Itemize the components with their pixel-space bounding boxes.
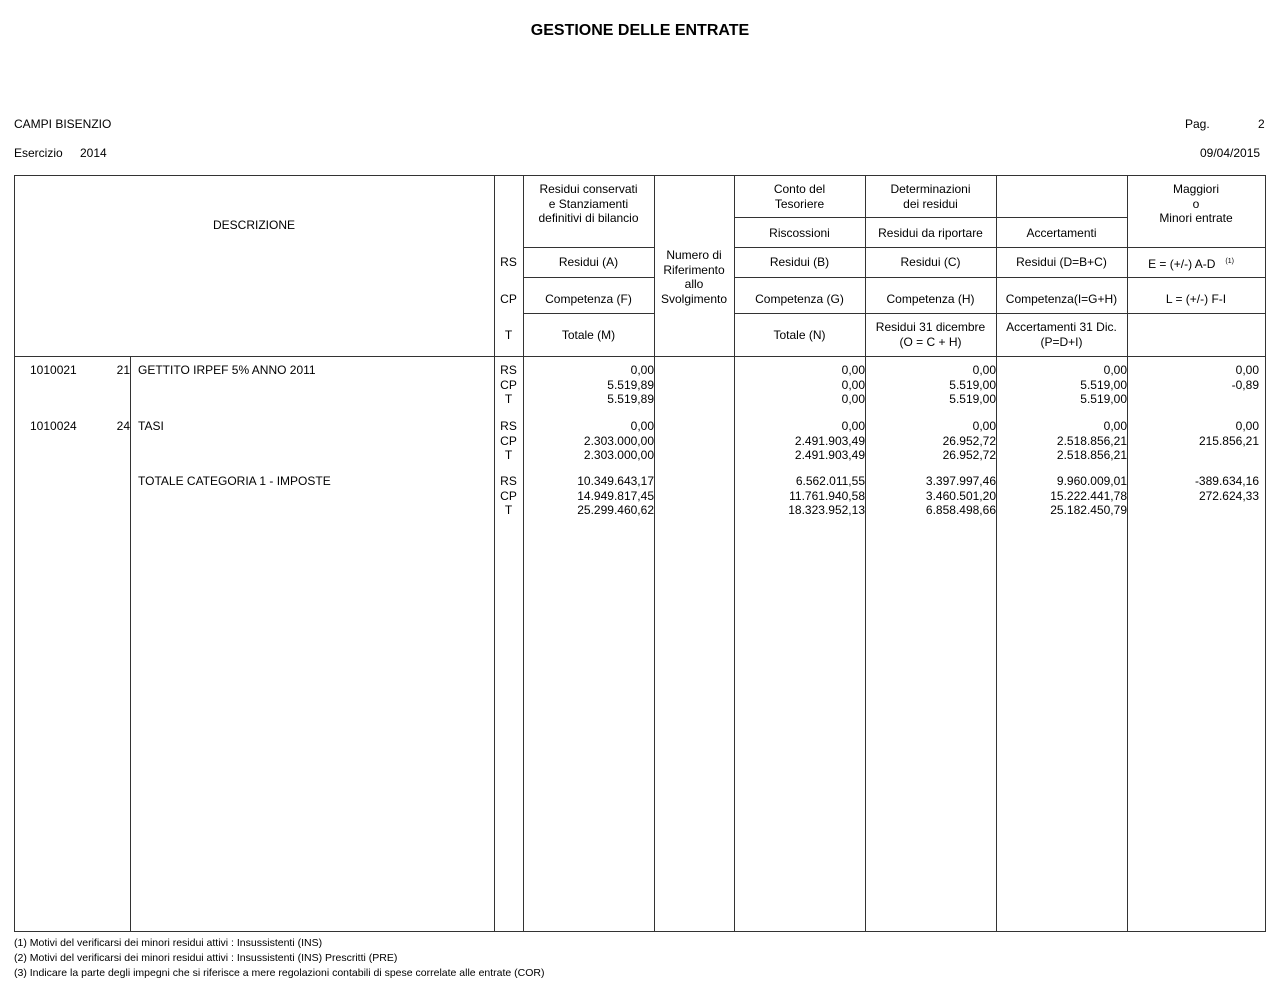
grid-line (14, 931, 1266, 932)
footnote-ref: (1) (1223, 258, 1234, 265)
header-rs: RS (500, 255, 517, 269)
header-col-c-t: Residui 31 dicembre (O = C + H) (875, 320, 986, 349)
value-a-rs: 0,00 (630, 363, 654, 377)
report-date: 09/04/2015 (1200, 146, 1261, 160)
value-b-rs: 0,00 (841, 419, 865, 433)
grid-line (523, 247, 655, 248)
value-d-cp: 15.222.441,78 (1050, 488, 1127, 503)
value-b-rs: 6.562.011,55 (795, 474, 865, 488)
value-d-cp: 2.518.856,21 (1056, 433, 1127, 448)
value-b-rs: 0,00 (841, 363, 865, 377)
year-label: Esercizio (14, 146, 63, 160)
value-d-t: 2.518.856,21 (1056, 448, 1127, 462)
value-a-cp: 14.949.817,45 (577, 488, 654, 503)
row-type-cp: CP (500, 488, 517, 503)
value-e-rs: -389.634,16 (1194, 474, 1259, 488)
value-d-rs: 0,00 (1103, 419, 1127, 433)
value-d-cp: 5.519,00 (1080, 377, 1127, 392)
grid-line (494, 175, 495, 932)
value-d-t: 5.519,00 (1080, 392, 1127, 406)
value-a-rs: 10.349.643,17 (577, 474, 654, 488)
grid-line (14, 175, 15, 932)
header-col-b-t: Totale (N) (773, 328, 826, 342)
value-c-t: 6.858.498,66 (925, 503, 996, 517)
footnote-2: (2) Motivi del verificarsi dei minori residui attivi : Insussistenti (INS) Prescritti (PRE) (14, 952, 398, 964)
row-type-cp: CP (500, 433, 517, 448)
grid-line (14, 356, 1266, 357)
header-col-c-rs: Residui (C) (900, 255, 961, 269)
row-type-rs: RS (500, 363, 517, 377)
grid-line (734, 313, 1266, 314)
year-value: 2014 (80, 146, 107, 160)
grid-line (1127, 175, 1128, 932)
value-a-cp: 2.303.000,00 (583, 433, 654, 448)
row-number: 21 (116, 363, 130, 377)
row-type-t: T (504, 392, 513, 406)
value-e-cp: -0,89 (1231, 377, 1259, 392)
header-col-c-cp: Competenza (H) (886, 292, 975, 306)
value-d-rs: 9.960.009,01 (1056, 474, 1127, 488)
value-c-t: 26.952,72 (942, 448, 996, 462)
entity-name: CAMPI BISENZIO (14, 117, 112, 131)
header-col-e-title: Maggiori o Minori entrate (1159, 182, 1233, 225)
header-col-e-rs: E = (+/-) A-D $^{(1)}$ (1148, 257, 1234, 271)
page-label: Pag. (1185, 117, 1210, 131)
row-description: TOTALE CATEGORIA 1 - IMPOSTE (138, 474, 331, 488)
row-number: 24 (116, 419, 130, 433)
footnote-3: (3) Indicare la parte degli impegni che si riferisce a mere regolazioni contabili di spese correlate alle entrate (COR) (14, 967, 545, 979)
grid-line (734, 277, 1266, 278)
value-b-cp: 11.761.940,58 (789, 488, 865, 503)
row-type-cp: CP (500, 377, 517, 392)
value-a-cp: 5.519,89 (607, 377, 654, 392)
header-col-a-cp: Competenza (F) (545, 292, 632, 306)
header-cp: CP (500, 292, 517, 306)
value-c-rs: 0,00 (972, 363, 996, 377)
header-col-d-sub: Accertamenti (1026, 226, 1097, 240)
header-col-b-sub: Riscossioni (769, 226, 830, 240)
page-number: 2 (1258, 117, 1265, 131)
value-d-t: 25.182.450,79 (1050, 503, 1127, 517)
value-b-t: 0,00 (841, 392, 865, 406)
row-code: 1010024 (30, 419, 77, 433)
value-a-t: 25.299.460,62 (577, 503, 654, 517)
value-c-rs: 3.397.997,46 (925, 474, 996, 488)
grid-line (865, 175, 866, 932)
header-col-d-t: Accertamenti 31 Dic. (P=D+I) (1006, 320, 1117, 349)
report-title: GESTIONE DELLE ENTRATE (530, 22, 750, 39)
value-b-t: 18.323.952,13 (788, 503, 865, 517)
value-c-cp: 3.460.501,20 (925, 488, 996, 503)
header-col-c-sub: Residui da riportare (878, 226, 983, 240)
header-col-a-t: Totale (M) (561, 328, 616, 342)
value-b-cp: 2.491.903,49 (794, 433, 865, 448)
grid-line (523, 277, 655, 278)
grid-line (523, 313, 655, 314)
header-col-c-title: Determinazioni dei residui (890, 182, 971, 211)
value-c-t: 5.519,00 (949, 392, 996, 406)
header-col-e-cp: L = (+/-) F-I (1165, 292, 1227, 306)
header-t: T (504, 328, 513, 342)
value-e-cp: 272.624,33 (1198, 488, 1259, 503)
header-col-b-title: Conto del Tesoriere (773, 182, 826, 211)
row-type-t: T (504, 448, 513, 462)
row-type-rs: RS (500, 474, 517, 488)
header-descrizione: DESCRIZIONE (212, 218, 295, 232)
value-c-cp: 5.519,00 (949, 377, 996, 392)
value-d-rs: 0,00 (1103, 363, 1127, 377)
grid-line (734, 247, 1266, 248)
header-col-a-rs: Residui (A) (558, 255, 619, 269)
row-description: TASI (138, 419, 164, 433)
header-numero-riferimento: Numero di Riferimento allo Svolgimento (660, 248, 728, 306)
header-col-b-rs: Residui (B) (769, 255, 830, 269)
row-type-rs: RS (500, 419, 517, 433)
row-code: 1010021 (30, 363, 77, 377)
value-a-t: 2.303.000,00 (583, 448, 654, 462)
value-e-cp: 215.856,21 (1198, 433, 1259, 448)
grid-line (996, 175, 997, 932)
value-c-cp: 26.952,72 (942, 433, 996, 448)
value-b-cp: 0,00 (841, 377, 865, 392)
value-e-rs: 0,00 (1235, 419, 1259, 433)
value-e-rs: 0,00 (1235, 363, 1259, 377)
value-c-rs: 0,00 (972, 419, 996, 433)
row-type-t: T (504, 503, 513, 517)
grid-line (1265, 175, 1266, 932)
header-col-a-title: Residui conservati e Stanziamenti definitivi di bilancio (538, 182, 639, 225)
header-col-b-cp: Competenza (G) (755, 292, 844, 306)
value-a-rs: 0,00 (630, 419, 654, 433)
value-b-t: 2.491.903,49 (794, 448, 865, 462)
grid-line (734, 217, 1128, 218)
header-col-d-cp: Competenza(I=G+H) (1005, 292, 1118, 306)
grid-line (130, 356, 131, 932)
value-a-t: 5.519,89 (607, 392, 654, 406)
grid-line (734, 175, 735, 932)
grid-line (14, 175, 1266, 176)
footnote-1: (1) Motivi del verificarsi dei minori residui attivi : Insussistenti (INS) (14, 937, 323, 949)
grid-line (523, 175, 524, 932)
header-col-d-rs: Residui (D=B+C) (1016, 255, 1107, 269)
row-description: GETTITO IRPEF 5% ANNO 2011 (138, 363, 316, 377)
